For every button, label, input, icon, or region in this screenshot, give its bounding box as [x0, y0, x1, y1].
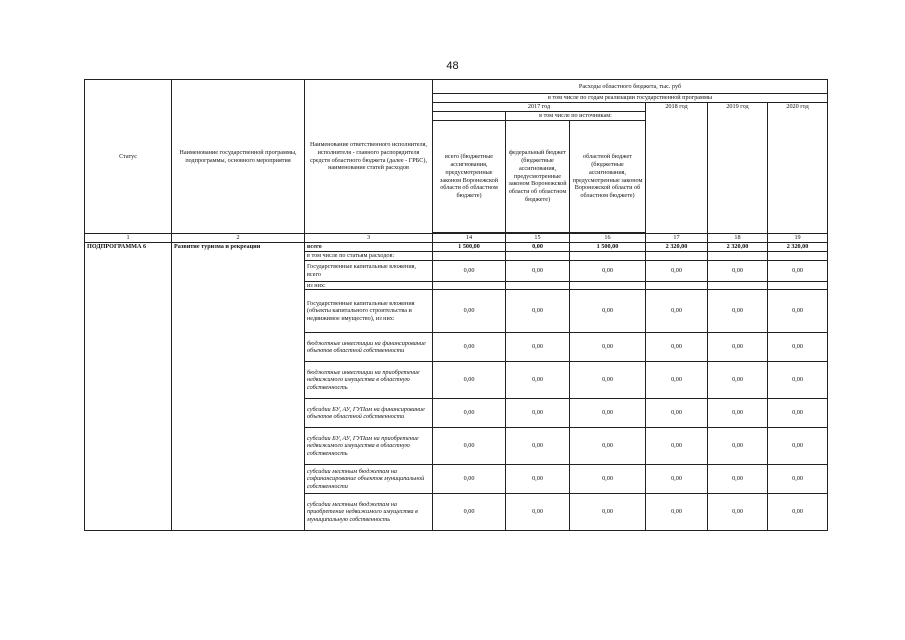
row-value: 0,00	[570, 260, 646, 281]
row-value: 0,00	[768, 465, 828, 494]
row-value: 0,00	[708, 428, 768, 465]
row-value: 0,00	[506, 290, 570, 333]
header-years-subtitle: в том числе по годам реализации государственной программы	[433, 94, 828, 103]
row-value: 2 320,00	[646, 242, 708, 251]
header-year-2018: 2018 год	[646, 103, 708, 234]
row-value: 0,00	[570, 290, 646, 333]
header-executor: Наименование ответственного исполнителя, исполнителя - главного распорядителя средств областного бюджета (далее - ГРБС), наименование статей расходов	[305, 80, 433, 234]
row-label: субсидии БУ, АУ, ГУПам на финансирование объектов областной собственности	[305, 399, 433, 428]
row-value: 0,00	[506, 333, 570, 362]
row-value: 0,00	[646, 333, 708, 362]
col-num: 14	[433, 234, 506, 243]
row-value: 0,00	[506, 399, 570, 428]
row-value: 0,00	[768, 428, 828, 465]
row-value: 0,00	[646, 399, 708, 428]
column-numbers-row	[85, 234, 828, 243]
header-total: всего (бюджетные ассигнования, предусмотренные законом Воронежской области об областном бюджете)	[433, 121, 506, 233]
header-year-2017: 2017 год	[433, 103, 646, 112]
row-value: 0,00	[433, 428, 506, 465]
row-value: 0,00	[646, 428, 708, 465]
header-budget-title: Расходы областного бюджета, тыс. руб	[433, 80, 828, 94]
col-num: 15	[506, 234, 570, 243]
row-label: субсидии местным бюджетам на приобретение недвижимого имущества в муниципальную собственность	[305, 494, 433, 531]
row-value: 0,00	[708, 465, 768, 494]
header-year-2020: 2020 год	[768, 103, 828, 234]
col-num: 18	[708, 234, 768, 243]
row-value: 0,00	[433, 260, 506, 281]
row-label: всего	[305, 242, 433, 251]
row-value: 0,00	[768, 494, 828, 531]
header-regional: областной бюджет (бюджетные ассигнования, предусмотренные законом Воронежской области об областном бюджете)	[570, 121, 646, 233]
row-value: 0,00	[708, 362, 768, 399]
row-value: 0,00	[506, 428, 570, 465]
col-num: 3	[305, 234, 433, 243]
row-value: 1 500,00	[433, 242, 506, 251]
row-value: 0,00	[433, 399, 506, 428]
row-value: 0,00	[433, 494, 506, 531]
budget-table	[84, 79, 828, 531]
row-value: 0,00	[506, 362, 570, 399]
col-num: 2	[172, 234, 305, 243]
row-label: бюджетные инвестиции на приобретение недвижимого имущества в областную собственность	[305, 362, 433, 399]
row-label: Государственные капитальные вложения (объекты капитального строительства и недвижимое имущество), из них:	[305, 290, 433, 333]
row-value: 0,00	[708, 494, 768, 531]
row-value: 0,00	[506, 260, 570, 281]
row-value: 0,00	[570, 428, 646, 465]
row-value: 0,00	[506, 242, 570, 251]
row-value: 0,00	[768, 260, 828, 281]
row-value: 0,00	[570, 362, 646, 399]
row-value: 0,00	[768, 362, 828, 399]
header-sources-subtitle: в том числе по источникам:	[506, 112, 646, 121]
row-value: 0,00	[570, 399, 646, 428]
row-label: субсидии местным бюджетам на софинансирование объектов муниципальной собственности	[305, 465, 433, 494]
row-value: 0,00	[708, 260, 768, 281]
row-value: 0,00	[433, 465, 506, 494]
row-label: в том числе по статьям расходов:	[305, 251, 433, 260]
program-name: Развитие туризма и рекреации	[172, 242, 305, 531]
row-value: 2 320,00	[768, 242, 828, 251]
row-label: из них:	[305, 281, 433, 290]
header-year-2019: 2019 год	[708, 103, 768, 234]
row-value: 0,00	[433, 362, 506, 399]
row-value: 0,00	[646, 465, 708, 494]
col-num: 16	[570, 234, 646, 243]
row-value: 1 500,00	[570, 242, 646, 251]
row-value: 0,00	[506, 494, 570, 531]
row-value: 0,00	[768, 399, 828, 428]
row-value: 0,00	[768, 290, 828, 333]
header-status: Статус	[85, 80, 172, 234]
row-value: 0,00	[570, 465, 646, 494]
header-federal: федеральный бюджет (бюджетные ассигнования, предусмотренные законом Воронежской области об областном бюджете)	[506, 121, 570, 233]
col-num: 17	[646, 234, 708, 243]
row-label: бюджетные инвестиции на финансирование объектов областной собственности	[305, 333, 433, 362]
row-label: Государственные капитальные вложения, всего	[305, 260, 433, 281]
row-value: 0,00	[570, 494, 646, 531]
table-row	[85, 242, 828, 251]
row-value: 0,00	[433, 290, 506, 333]
row-value: 0,00	[768, 333, 828, 362]
page-number: 48	[446, 60, 459, 72]
row-value: 2 320,00	[708, 242, 768, 251]
row-value: 0,00	[646, 260, 708, 281]
program-status: ПОДПРОГРАММА 6	[85, 242, 172, 531]
row-value: 0,00	[646, 362, 708, 399]
row-value: 0,00	[646, 290, 708, 333]
col-num: 19	[768, 234, 828, 243]
row-value: 0,00	[506, 465, 570, 494]
row-value: 0,00	[433, 333, 506, 362]
row-value: 0,00	[570, 333, 646, 362]
header-name: Наименование государственной программы, подпрограммы, основного мероприятия	[172, 80, 305, 234]
col-num: 1	[85, 234, 172, 243]
row-value: 0,00	[708, 290, 768, 333]
row-value: 0,00	[708, 333, 768, 362]
row-label: субсидии БУ, АУ, ГУПам на приобретение недвижимого имущества в областную собственность	[305, 428, 433, 465]
row-value: 0,00	[708, 399, 768, 428]
row-value: 0,00	[646, 494, 708, 531]
